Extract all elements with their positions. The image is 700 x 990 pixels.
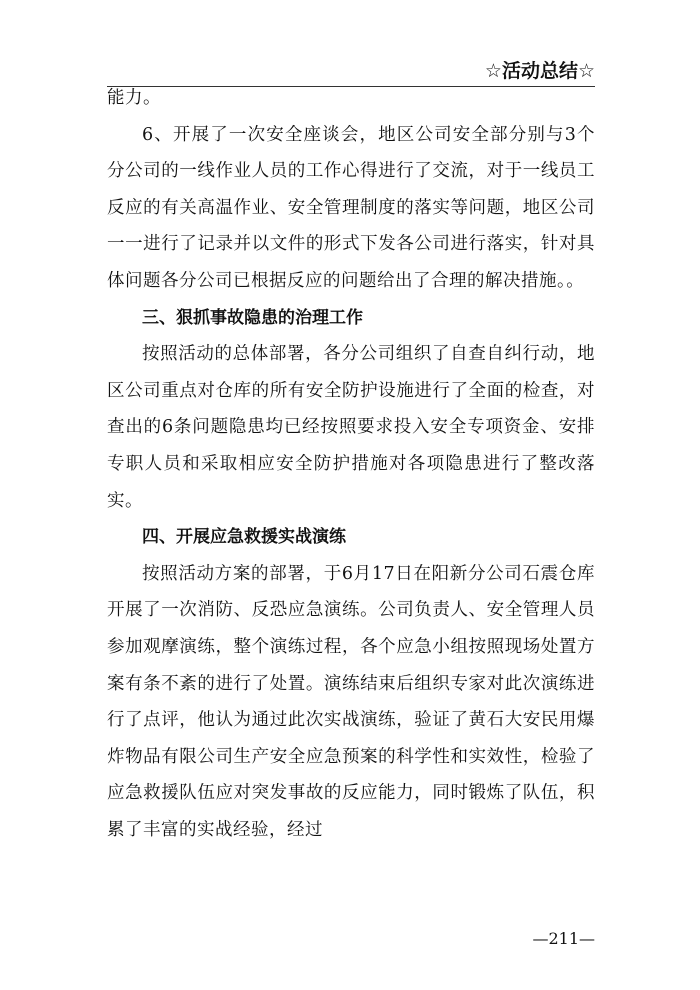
header-title: ☆活动总结☆ <box>484 60 595 82</box>
section-heading-4: 四、开展应急救援实战演练 <box>142 527 346 548</box>
paragraph-emergency-drill: 按照活动方案的部署，于6月17日在阳新分公司石震仓库开展了一次消防、反恐应急演练。公司负责人、安全管理人员参加观摩演练，整个演练过程，各个应急小组按照现场处置方案有条不紊的进行了处置。演练结束后组织专家对此次演练进行了点评，他认为通过此次实战演练，验证了黄石大安民用爆炸物品有限公司生产安全应急预案的科学性和实效性，检验了应急救援队伍应对突发事故的反应能力，同时锻炼了队伍，积累了丰富的实战经验，经过 <box>107 563 595 840</box>
paragraph-hazard-control: 按照活动的总体部署，各分公司组织了自查自纠行动，地区公司重点对仓库的所有安全防护设施进行了全面的检查，对查出的6条问题隐患均已经按照要求投入安全专项资金、安排专职人员和采取相应安全防护措施对各项隐患进行了整改落实。 <box>107 344 595 511</box>
paragraph-item-6: 6、开展了一次安全座谈会，地区公司安全部分别与3个分公司的一线作业人员的工作心得进行了交流，对于一线员工反应的有关高温作业、安全管理制度的落实等问题，地区公司一一进行了记录并以文件的形式下发各公司进行落实，针对具体问题各分公司已根据反应的问题给出了合理的解决措施。。 <box>107 124 595 291</box>
document-body <box>107 80 595 848</box>
page-number: —211— <box>532 929 595 948</box>
section-heading-3: 三、狠抓事故隐患的治理工作 <box>142 307 363 328</box>
paragraph-continuation: 能力。 <box>107 88 161 108</box>
